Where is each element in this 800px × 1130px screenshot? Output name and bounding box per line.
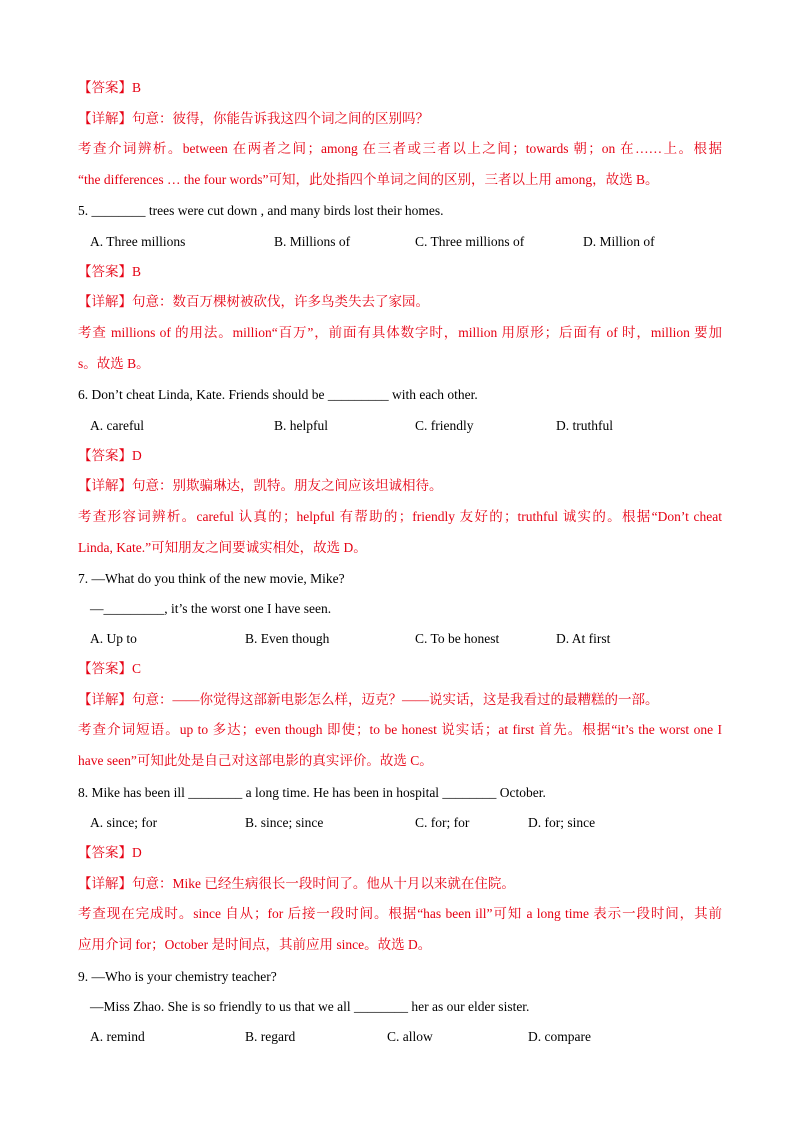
q5-option-c: C. Three millions of [415,234,525,249]
q6-option-c: C. friendly [415,418,474,433]
q8-answer: 【答案】D [78,845,142,860]
q4-analysis-line-1: 考查介词辨析。between 在两者之间；among 在三者或三者以上之间；towards 朝；on 在……上。根据 [78,141,722,156]
q5-answer: 【答案】B [78,264,142,279]
q9-option-a: A. remind [90,1029,145,1044]
q7-detail: 【详解】句意：——你觉得这部新电影怎么样，迈克？——说实话，这是我看过的最糟糕的一部。 [78,692,659,707]
q9-option-c: C. allow [387,1029,433,1044]
q8-option-d: D. for; since [528,815,596,830]
q5-option-d: D. Million of [583,234,655,249]
q6-option-d: D. truthful [556,418,613,433]
q5-detail: 【详解】句意：数百万棵树被砍伐，许多鸟类失去了家园。 [78,294,429,309]
q7-stem-line-2: —_________, it’s the worst one I have seen. [90,601,332,616]
q5-option-a: A. Three millions [90,234,186,249]
q9-stem-line-1: 9. —Who is your chemistry teacher? [78,969,277,984]
q5-stem: 5. ________ trees were cut down , and many birds lost their homes. [78,203,444,218]
q6-answer: 【答案】D [78,448,142,463]
q5-analysis-line-2: s。故选 B。 [78,356,150,371]
q7-option-b: B. Even though [245,631,330,646]
q6-analysis-line-1: 考查形容词辨析。careful 认真的；helpful 有帮助的；friendly 友好的；truthful 诚实的。根据“Don’t cheat [78,509,722,524]
q5-analysis-line-1: 考查 millions of 的用法。million“百万”，前面有具体数字时，million 用原形；后面有 of 时，million 要加 [78,325,722,340]
q8-stem: 8. Mike has been ill ________ a long time. He has been in hospital ________ October. [78,785,546,800]
q7-option-d: D. At first [556,631,611,646]
q4-detail: 【详解】句意：彼得，你能告诉我这四个词之间的区别吗？ [78,111,429,126]
q7-option-a: A. Up to [90,631,137,646]
q6-option-a: A. careful [90,418,144,433]
q6-analysis-line-2: Linda, Kate.”可知朋友之间要诚实相处，故选 D。 [78,540,367,555]
q6-detail: 【详解】句意：别欺骗琳达，凯特。朋友之间应该坦诚相待。 [78,478,443,493]
q7-stem-line-1: 7. —What do you think of the new movie, Mike? [78,571,345,586]
q4-answer: 【答案】B [78,80,142,95]
q9-option-b: B. regard [245,1029,296,1044]
q8-analysis-line-1: 考查现在完成时。since 自从；for 后接一段时间。根据“has been ill”可知 a long time 表示一段时间，其前 [78,906,722,921]
q4-analysis-line-2: “the differences … the four words”可知，此处指四个单词之间的区别，三者以上用 among，故选 B。 [78,172,659,187]
q7-analysis-line-2: have seen”可知此处是自己对这部电影的真实评价。故选 C。 [78,753,433,768]
q8-option-a: A. since; for [90,815,158,830]
q8-option-b: B. since; since [245,815,324,830]
q6-option-b: B. helpful [274,418,328,433]
q6-stem: 6. Don’t cheat Linda, Kate. Friends should be _________ with each other. [78,387,478,402]
q9-stem-line-2: —Miss Zhao. She is so friendly to us that we all ________ her as our elder sister. [90,999,530,1014]
q8-detail: 【详解】句意：Mike 已经生病很长一段时间了。他从十月以来就在住院。 [78,876,515,891]
q8-option-c: C. for; for [415,815,470,830]
q8-analysis-line-2: 应用介词 for；October 是时间点，其前应用 since。故选 D。 [78,937,432,952]
q5-option-b: B. Millions of [274,234,351,249]
q7-option-c: C. To be honest [415,631,500,646]
q9-option-d: D. compare [528,1029,591,1044]
q7-analysis-line-1: 考查介词短语。up to 多达；even though 即使；to be honest 说实话；at first 首先。根据“it’s the worst one I [78,722,722,737]
q7-answer: 【答案】C [78,661,142,676]
